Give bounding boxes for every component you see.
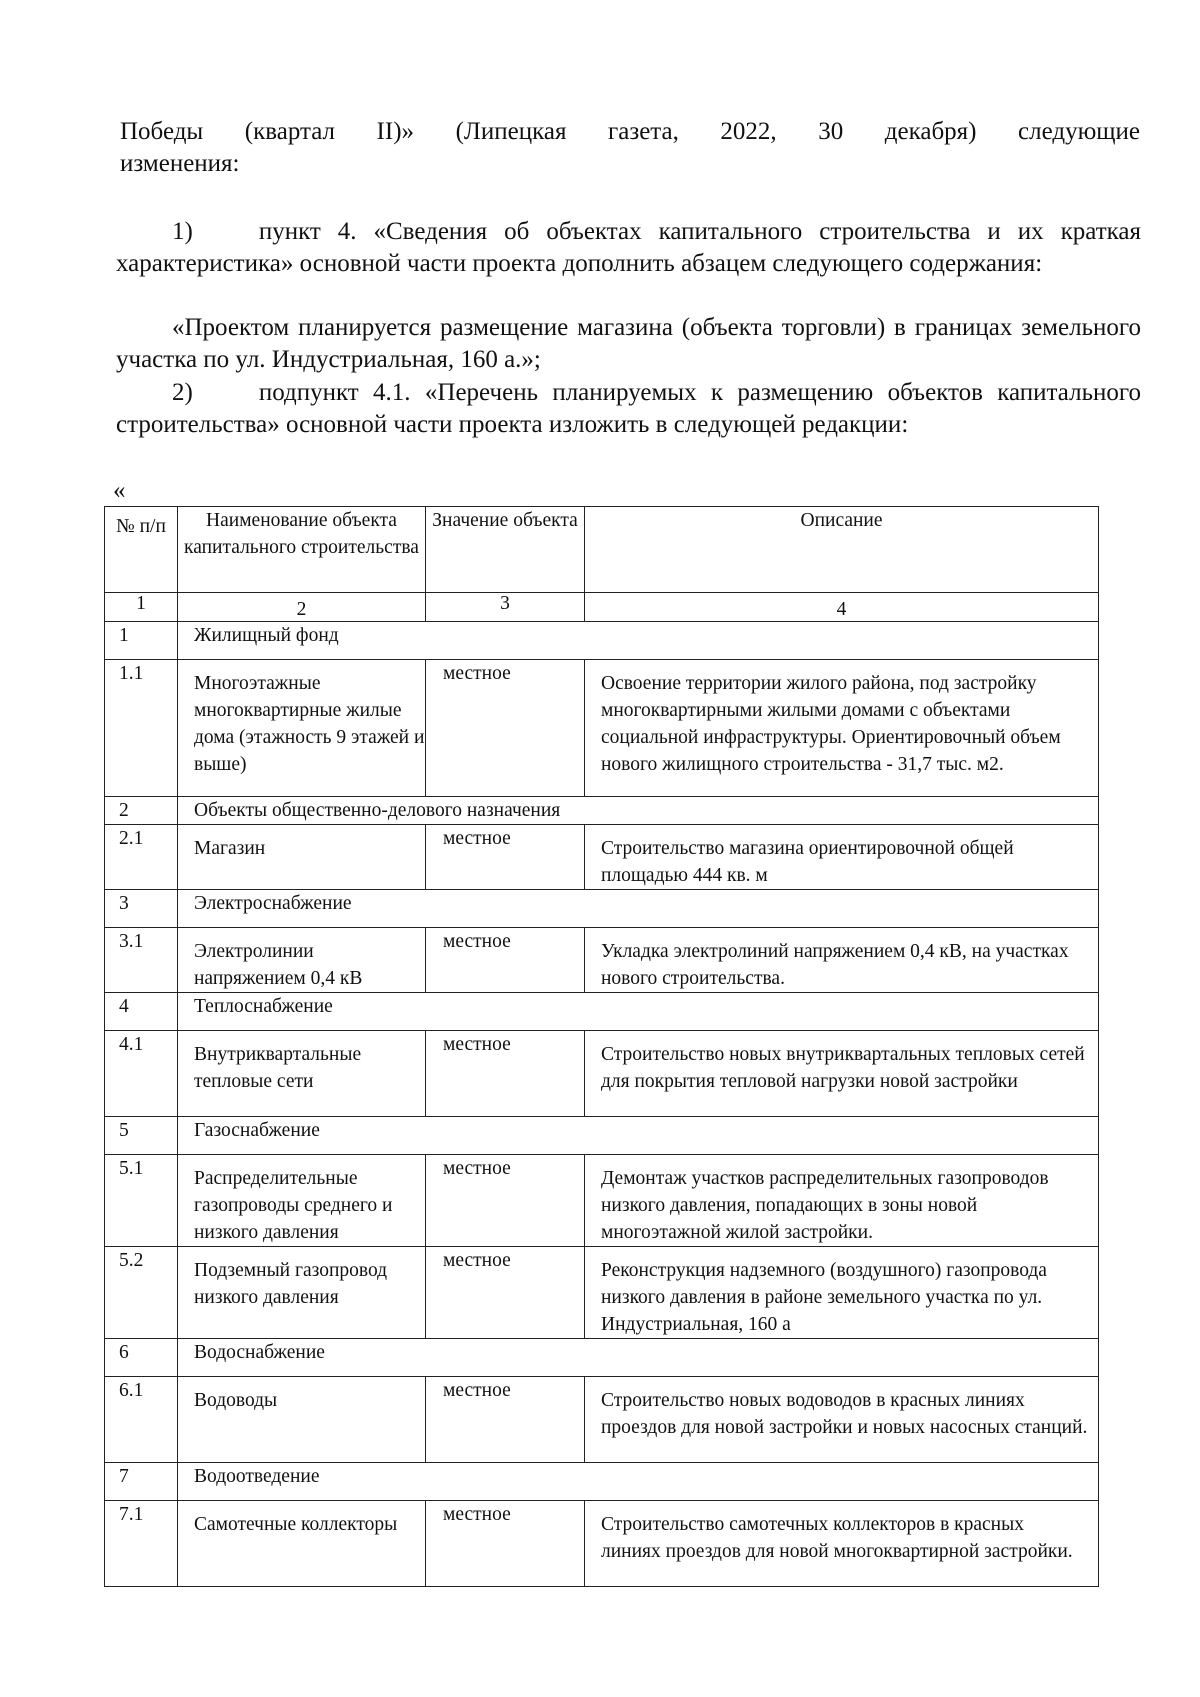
object-description: Строительство магазина ориентировочной общей площадью 444 кв. м xyxy=(585,825,1099,890)
object-description: Освоение территории жилого района, под застройку многоквартирными жилыми домами с объектами социальной инфраструктуры. Ориентировочный объем нового жилищного строительства - 31,7 тыс. м2. xyxy=(585,660,1099,797)
column-number: 3 xyxy=(426,593,585,622)
section-row xyxy=(105,1339,1099,1377)
amendment-item-2 xyxy=(116,377,1141,441)
item-2-number: 2) xyxy=(172,379,193,406)
table-header-row xyxy=(105,507,1099,593)
column-number: 2 xyxy=(178,593,426,622)
section-number: 6 xyxy=(105,1339,178,1377)
object-name: Водоводы xyxy=(178,1377,426,1463)
object-value: местное xyxy=(426,928,585,993)
header-value: Значение объекта xyxy=(426,507,585,593)
table-row xyxy=(105,1377,1099,1463)
object-value: местное xyxy=(426,825,585,890)
item-1-number: 1) xyxy=(172,218,193,245)
table-row xyxy=(105,928,1099,993)
row-number: 5.1 xyxy=(105,1155,178,1247)
section-title: Электроснабжение xyxy=(178,890,1099,928)
table-row xyxy=(105,660,1099,797)
intro-line-2: изменения: xyxy=(120,150,240,177)
object-value: местное xyxy=(426,1501,585,1587)
section-title: Объекты общественно-делового назначения xyxy=(178,797,1099,825)
table-row xyxy=(105,1155,1099,1247)
column-numbers-row xyxy=(105,593,1099,622)
section-title: Теплоснабжение xyxy=(178,993,1099,1031)
header-description: Описание xyxy=(585,507,1099,593)
object-name: Самотечные коллекторы xyxy=(178,1501,426,1587)
object-description: Укладка электролиний напряжением 0,4 кВ, на участках нового строительства. xyxy=(585,928,1099,993)
row-number: 4.1 xyxy=(105,1031,178,1117)
object-name: Многоэтажные многоквартирные жилые дома (этажность 9 этажей и выше) xyxy=(178,660,426,797)
object-description: Строительство новых внутриквартальных тепловых сетей для покрытия тепловой нагрузки новой застройки xyxy=(585,1031,1099,1117)
item-1-text: пункт 4. «Сведения об объектах капитального строительства и их краткая характеристика» основной части проекта дополнить абзацем следующего содержания: xyxy=(116,218,1141,277)
object-name: Магазин xyxy=(178,825,426,890)
section-title: Водоотведение xyxy=(178,1463,1099,1501)
row-number: 7.1 xyxy=(105,1501,178,1587)
section-row xyxy=(105,890,1099,928)
section-row xyxy=(105,797,1099,825)
objects-table xyxy=(104,506,1099,1587)
quoted-paragraph: «Проектом планируется размещение магазина (объекта торговли) в границах земельного участка по ул. Индустриальная, 160 а.»; xyxy=(116,314,1141,373)
object-name: Подземный газопровод низкого давления xyxy=(178,1247,426,1339)
item-2-text: подпункт 4.1. «Перечень планируемых к размещению объектов капитального строительства» основной части проекта изложить в следующей редакции: xyxy=(116,379,1141,438)
object-value: местное xyxy=(426,1155,585,1247)
row-number: 6.1 xyxy=(105,1377,178,1463)
section-row xyxy=(105,1463,1099,1501)
section-title: Газоснабжение xyxy=(178,1117,1099,1155)
object-value: местное xyxy=(426,660,585,797)
section-title: Водоснабжение xyxy=(178,1339,1099,1377)
object-description: Реконструкция надземного (воздушного) газопровода низкого давления в районе земельного участка по ул. Индустриальная, 160 а xyxy=(585,1247,1099,1339)
section-row xyxy=(105,1117,1099,1155)
object-description: Строительство новых водоводов в красных линиях проездов для новой застройки и новых насосных станций. xyxy=(585,1377,1099,1463)
object-value: местное xyxy=(426,1377,585,1463)
section-title: Жилищный фонд xyxy=(178,622,1099,660)
row-number: 1.1 xyxy=(105,660,178,797)
column-number: 1 xyxy=(105,593,178,622)
table-row xyxy=(105,1031,1099,1117)
object-name: Электролинии напряжением 0,4 кВ xyxy=(178,928,426,993)
header-number: № п/п xyxy=(105,507,178,593)
object-description: Демонтаж участков распределительных газопроводов низкого давления, попадающих в зоны новой многоэтажной жилой застройки. xyxy=(585,1155,1099,1247)
amendment-item-1 xyxy=(116,216,1141,280)
section-number: 4 xyxy=(105,993,178,1031)
table-row xyxy=(105,1501,1099,1587)
section-number: 3 xyxy=(105,890,178,928)
intro-line-1: Победы (квартал II)» (Липецкая газета, 2022, 30 декабря) следующие xyxy=(120,118,1140,145)
section-row xyxy=(105,993,1099,1031)
object-value: местное xyxy=(426,1247,585,1339)
section-number: 2 xyxy=(105,797,178,825)
row-number: 5.2 xyxy=(105,1247,178,1339)
header-name: Наименование объекта капитального строительства xyxy=(178,507,426,593)
section-number: 5 xyxy=(105,1117,178,1155)
object-value: местное xyxy=(426,1031,585,1117)
opening-quote-mark: « xyxy=(113,477,126,504)
object-description: Строительство самотечных коллекторов в красных линиях проездов для новой многоквартирной застройки. xyxy=(585,1501,1099,1587)
column-number: 4 xyxy=(585,593,1099,622)
object-name: Распределительные газопроводы среднего и низкого давления xyxy=(178,1155,426,1247)
row-number: 3.1 xyxy=(105,928,178,993)
object-name: Внутриквартальные тепловые сети xyxy=(178,1031,426,1117)
table-row xyxy=(105,1247,1099,1339)
section-row xyxy=(105,622,1099,660)
section-number: 7 xyxy=(105,1463,178,1501)
table-row xyxy=(105,825,1099,890)
section-number: 1 xyxy=(105,622,178,660)
row-number: 2.1 xyxy=(105,825,178,890)
